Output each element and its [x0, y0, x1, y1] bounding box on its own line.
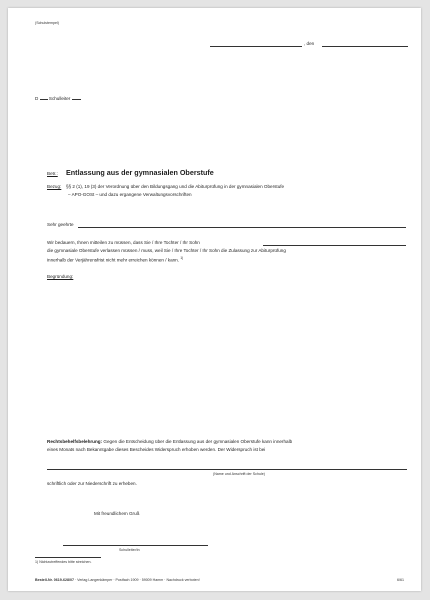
legal-notice-line-1 [47, 439, 292, 444]
body-line-2: die gymnasiale Oberstufe verlassen müssen / muss, weil Sie / Ihre Tochter / Ihr Sohn die Zulassung zur Abiturprüfung [47, 248, 286, 253]
school-address-caption: (Name und Anschrift der Schule) [213, 472, 265, 476]
signature-line[interactable] [63, 545, 208, 546]
legal-notice-line-2: eines Monats nach Bekanntgabe dieses Bescheides Widerspruch erhoben werden. Der Widerspruch ist bei [47, 447, 266, 452]
footnote-mark: 1) [180, 256, 184, 260]
legal-notice-line-3: schriftlich oder zur Niederschrift zu erheben. [47, 481, 137, 486]
legal-notice-label: Rechtsbehelfsbelehrung: [47, 439, 103, 444]
body-line-3 [47, 256, 183, 263]
publisher-info: · Verlag Langenkämper · Postfach 1909 · 59009 Hamm · Nachdruck verboten! [74, 578, 200, 582]
addressee [35, 96, 81, 101]
reference-line-1: §§ 2 (1), 19 (3) der Verordnung über den Bildungsgang und die Abiturprüfung in der gymnasialen Oberstufe [66, 184, 285, 189]
addressee-role-blank[interactable] [72, 99, 81, 100]
school-address-line[interactable] [47, 469, 407, 470]
school-stamp-label: (Schulstempel) [35, 21, 59, 25]
addressee-role: Schulleiter [48, 96, 71, 101]
addressee-prefix: D [35, 96, 39, 101]
addressee-blank[interactable] [40, 99, 48, 100]
salutation: Sehr geehrte [47, 222, 74, 227]
reference-line-2: – APO-GOSt – und dazu ergangene Verwaltungsvorschriften [68, 192, 192, 197]
date-suffix: , den [304, 41, 315, 46]
subject-text: Entlassung aus der gymnasialen Oberstufe [66, 168, 214, 177]
reasoning-label: Begründung: [47, 274, 74, 279]
form-sheet [8, 8, 421, 591]
student-name-line[interactable] [263, 245, 406, 246]
salutation-line[interactable] [78, 227, 406, 228]
reasoning-area[interactable] [47, 284, 407, 434]
footnote-divider [35, 557, 101, 558]
signature-caption: Schulleiter/in [119, 548, 140, 552]
reference-label: Bezug: [47, 184, 62, 189]
order-number: Bestell-Nr. 0619-628/07 [35, 578, 74, 582]
footer-publisher [35, 578, 200, 582]
date-line[interactable] [322, 46, 408, 47]
body-line-1: Wir bedauern, Ihnen mitteilen zu müssen, dass Sie / Ihre Tochter / Ihr Sohn [47, 240, 200, 245]
footnote-text: 1) Nichtzutreffendes bitte streichen. [35, 560, 92, 564]
subject-label: Betr.: [47, 171, 58, 176]
legal-notice-text-1: Gegen die Entscheidung über die Entlassung aus der gymnasialen Oberstufe kann innerhalb [103, 439, 293, 444]
body-line-3-text: innerhalb der Verjährensfrist nicht mehr erreichen können / kann. [47, 257, 180, 263]
place-line[interactable] [210, 46, 302, 47]
closing: Mit freundlichem Gruß [94, 511, 140, 516]
page-code: 6/61 [397, 578, 404, 582]
